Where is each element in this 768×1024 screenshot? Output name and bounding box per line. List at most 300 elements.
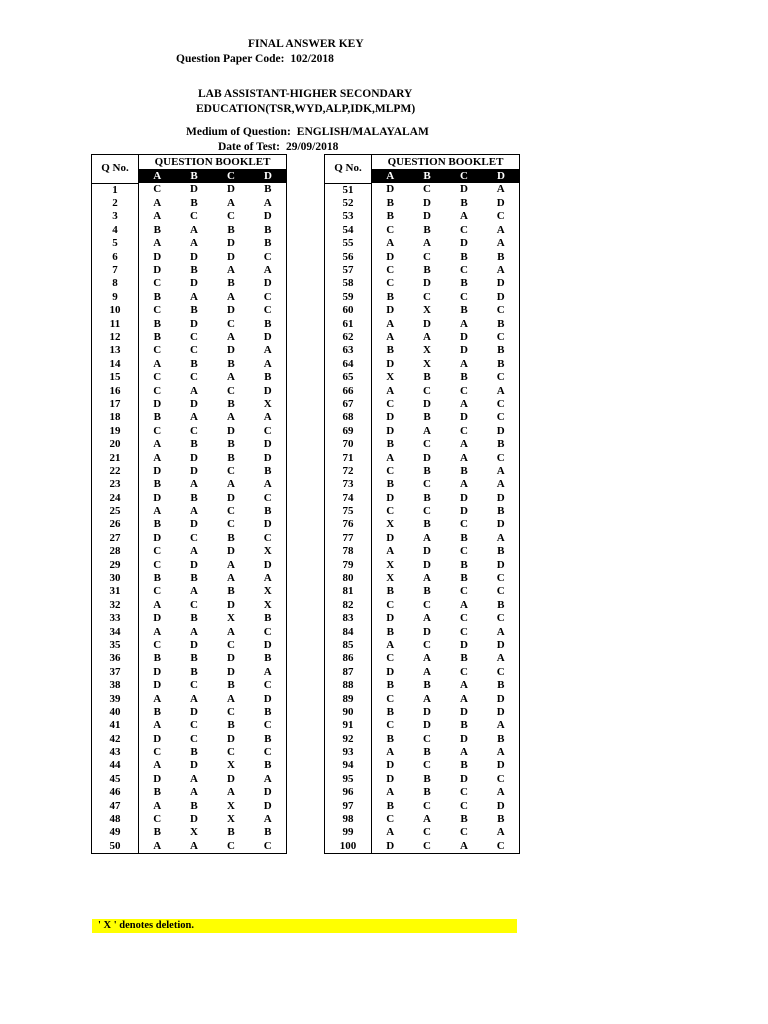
answer-set-a: A <box>153 237 162 250</box>
question-number: 94 <box>325 759 372 772</box>
answer-set-a: C <box>153 638 162 651</box>
answer-set-d: B <box>483 679 520 692</box>
answer-set-c: D <box>460 411 468 424</box>
answer-set-a: B <box>386 438 394 451</box>
answer-set-a: C <box>386 464 395 477</box>
answer-set-b: X <box>190 826 198 839</box>
answer-set-c: B <box>227 223 235 236</box>
answer-set-d: X <box>250 545 287 558</box>
answer-set-d: C <box>250 491 287 504</box>
answer-set-b: B <box>190 612 198 625</box>
table-row <box>92 183 287 197</box>
answer-set-a: A <box>153 625 162 638</box>
answer-set-d: D <box>250 451 287 464</box>
question-number: 88 <box>325 679 372 692</box>
answer-set-d: D <box>483 799 520 812</box>
answer-set-b: D <box>423 545 431 558</box>
answer-set-c: A <box>460 357 468 370</box>
answer-set-b: B <box>423 264 431 277</box>
table-row <box>92 250 287 263</box>
answer-set-b: D <box>423 397 431 410</box>
answer-set-a: A <box>153 799 162 812</box>
answer-set-d: C <box>250 291 287 304</box>
table-row <box>92 451 287 464</box>
answer-set-c: B <box>460 813 468 826</box>
answer-set-a: X <box>386 572 395 585</box>
answer-set-a: A <box>153 210 162 223</box>
answer-set-c: X <box>227 799 235 812</box>
table-row <box>325 250 520 263</box>
question-number: 40 <box>92 706 139 719</box>
question-number: 75 <box>325 505 372 518</box>
paper-code-line <box>176 53 334 65</box>
answer-set-d: D <box>483 291 520 304</box>
table-row <box>92 840 287 854</box>
table-row <box>92 625 287 638</box>
answer-set-a: D <box>386 531 395 544</box>
booklet-header: QUESTION BOOKLET <box>139 155 287 170</box>
table-row <box>325 733 520 746</box>
answer-set-d: X <box>250 599 287 612</box>
date-value: 29/09/2018 <box>285 141 339 153</box>
answer-set-b: C <box>423 290 431 303</box>
answer-set-b: A <box>176 840 213 854</box>
answer-set-c: D <box>460 183 468 196</box>
answer-set-c: A <box>460 679 468 692</box>
question-number: 28 <box>92 545 139 558</box>
answer-set-c: C <box>460 585 468 598</box>
table-row <box>325 652 520 665</box>
answer-set-b: X <box>423 344 431 357</box>
table-row <box>92 331 287 344</box>
answer-set-a: X <box>386 558 395 571</box>
answer-set-b: B <box>423 464 431 477</box>
answer-set-b: C <box>423 598 431 611</box>
table-row <box>325 625 520 638</box>
question-number: 64 <box>325 358 372 371</box>
answer-set-c: A <box>227 197 235 210</box>
question-number: 34 <box>92 625 139 638</box>
answer-set-a: C <box>386 598 395 611</box>
answer-set-b: A <box>423 531 431 544</box>
answer-set-b: X <box>423 357 431 370</box>
table-row <box>92 264 287 277</box>
table-row <box>325 545 520 558</box>
answer-set-d: B <box>483 438 520 451</box>
answer-set-b: A <box>190 625 198 638</box>
exam-name-line2: EDUCATION(TSR,WYD,ALP,IDK,MLPM) <box>196 103 416 115</box>
table-row <box>325 317 520 330</box>
answer-set-b: D <box>190 558 198 571</box>
answer-set-b: D <box>190 759 198 772</box>
answer-set-b: D <box>423 277 431 290</box>
answer-set-a: C <box>386 652 395 665</box>
answer-set-a: B <box>153 786 161 799</box>
answer-set-a: D <box>386 772 395 785</box>
answer-set-a: D <box>386 250 395 263</box>
answer-set-a: B <box>386 585 394 598</box>
answer-set-a: D <box>153 732 162 745</box>
set-header-a: A <box>139 169 176 183</box>
question-number: 18 <box>92 411 139 424</box>
answer-set-d: A <box>250 197 287 210</box>
question-number: 57 <box>325 264 372 277</box>
answer-set-d: B <box>250 183 287 197</box>
answer-set-b: A <box>190 223 198 236</box>
answer-set-b: D <box>190 277 198 290</box>
table-row <box>92 425 287 438</box>
table-row <box>92 652 287 665</box>
answer-set-b: C <box>423 384 431 397</box>
answer-set-a: A <box>386 638 395 651</box>
answer-set-a: A <box>386 330 395 343</box>
question-number: 77 <box>325 532 372 545</box>
answer-set-d: C <box>250 840 287 854</box>
answer-set-d: C <box>483 612 520 625</box>
table-row <box>325 826 520 839</box>
answer-set-a: B <box>386 478 394 491</box>
question-number: 90 <box>325 706 372 719</box>
answer-set-d: A <box>250 666 287 679</box>
answer-set-d: A <box>483 625 520 638</box>
question-number: 83 <box>325 612 372 625</box>
answer-set-c: D <box>460 237 468 250</box>
question-number: 91 <box>325 719 372 732</box>
answer-set-b: A <box>423 612 431 625</box>
question-number: 72 <box>325 465 372 478</box>
answer-set-d: B <box>483 358 520 371</box>
answer-set-c: C <box>227 518 235 531</box>
answer-set-b: A <box>423 572 431 585</box>
answer-set-b: D <box>190 464 198 477</box>
answer-set-b: C <box>423 250 431 263</box>
answer-set-c: C <box>460 290 468 303</box>
answer-set-b: B <box>423 223 431 236</box>
answer-set-b: B <box>423 679 431 692</box>
answer-set-d: A <box>483 183 520 197</box>
answer-set-a: B <box>153 826 161 839</box>
answer-set-c: C <box>460 424 468 437</box>
answer-set-b: D <box>190 317 198 330</box>
answer-set-d: B <box>483 344 520 357</box>
answer-set-a: B <box>386 344 394 357</box>
question-number: 86 <box>325 652 372 665</box>
answer-set-b: A <box>190 478 198 491</box>
answer-set-b: A <box>190 786 198 799</box>
answer-set-d: A <box>483 746 520 759</box>
question-number: 14 <box>92 358 139 371</box>
answer-set-b: D <box>423 451 431 464</box>
answer-set-b: A <box>423 652 431 665</box>
answer-set-d: B <box>250 505 287 518</box>
question-number: 20 <box>92 438 139 451</box>
question-number: 19 <box>92 425 139 438</box>
table-row <box>325 491 520 504</box>
question-number: 85 <box>325 639 372 652</box>
qno-header: Q No. <box>92 155 139 184</box>
answer-set-c: B <box>227 719 235 732</box>
table-row <box>325 438 520 451</box>
answer-set-b: C <box>423 759 431 772</box>
answer-set-c: B <box>460 304 468 317</box>
answer-set-d: C <box>483 331 520 344</box>
answer-set-a: D <box>386 665 395 678</box>
answer-set-b: A <box>423 237 431 250</box>
question-number: 65 <box>325 371 372 384</box>
question-number: 55 <box>325 237 372 250</box>
answer-set-a: D <box>372 840 409 854</box>
answer-set-b: A <box>190 772 198 785</box>
answer-set-b: C <box>409 840 446 854</box>
table-row <box>92 799 287 812</box>
question-number: 71 <box>325 451 372 464</box>
answer-set-a: C <box>386 505 395 518</box>
question-number: 44 <box>92 759 139 772</box>
answer-set-a: B <box>386 705 394 718</box>
answer-set-d: A <box>483 384 520 397</box>
answer-set-c: A <box>460 598 468 611</box>
table-row <box>92 358 287 371</box>
answer-set-a: C <box>386 264 395 277</box>
question-number: 13 <box>92 344 139 357</box>
paper-code-label: Question Paper Code: <box>176 53 285 65</box>
answer-set-c: B <box>227 585 235 598</box>
answer-set-b: B <box>190 438 198 451</box>
answer-set-a: A <box>386 451 395 464</box>
answer-set-d: D <box>250 277 287 290</box>
answer-set-a: C <box>153 304 162 317</box>
question-number: 74 <box>325 491 372 504</box>
table-row <box>325 799 520 812</box>
answer-set-c: B <box>460 197 468 210</box>
table-row <box>325 398 520 411</box>
answer-set-c: C <box>460 545 468 558</box>
answer-set-a: D <box>386 357 395 370</box>
answer-set-a: D <box>153 772 162 785</box>
answer-set-d: B <box>483 505 520 518</box>
answer-set-d: A <box>250 572 287 585</box>
answer-set-b: D <box>190 705 198 718</box>
table-row <box>325 719 520 732</box>
question-number: 69 <box>325 425 372 438</box>
table-row <box>92 773 287 786</box>
answer-set-b: D <box>423 719 431 732</box>
answer-set-d: A <box>483 478 520 491</box>
answer-set-a: D <box>386 759 395 772</box>
answer-set-d: C <box>483 840 520 854</box>
answer-set-b: C <box>423 183 431 196</box>
answer-set-a: A <box>153 505 162 518</box>
answer-set-d: A <box>250 411 287 424</box>
question-number: 66 <box>325 384 372 397</box>
answer-set-c: D <box>460 344 468 357</box>
question-number: 8 <box>92 277 139 290</box>
table-row <box>92 679 287 692</box>
answer-set-a: D <box>153 491 162 504</box>
table-row <box>325 505 520 518</box>
question-number: 51 <box>325 183 372 197</box>
table-row <box>92 585 287 598</box>
answer-set-c: A <box>227 330 235 343</box>
answer-set-c: C <box>227 210 235 223</box>
answer-set-a: C <box>153 384 162 397</box>
answer-set-b: C <box>423 438 431 451</box>
table-row <box>92 505 287 518</box>
table-row <box>92 398 287 411</box>
answer-set-d: A <box>483 786 520 799</box>
answer-set-b: C <box>423 732 431 745</box>
answer-set-a: D <box>386 491 395 504</box>
paper-code-value: 102/2018 <box>290 53 334 65</box>
table-row <box>92 826 287 839</box>
answer-set-a: C <box>386 813 395 826</box>
answer-set-d: A <box>250 813 287 826</box>
question-number: 61 <box>325 317 372 330</box>
question-number: 2 <box>92 197 139 210</box>
question-number: 36 <box>92 652 139 665</box>
answer-set-c: B <box>460 719 468 732</box>
answer-set-d: A <box>483 264 520 277</box>
answer-set-b: D <box>190 183 198 196</box>
question-number: 38 <box>92 679 139 692</box>
answer-set-b: D <box>190 451 198 464</box>
answer-rows-left <box>92 183 287 854</box>
table-row <box>325 210 520 223</box>
answer-set-b: C <box>190 371 198 384</box>
answer-set-b: C <box>423 478 431 491</box>
question-number: 15 <box>92 371 139 384</box>
answer-set-b: C <box>190 531 198 544</box>
answer-set-c: A <box>460 397 468 410</box>
answer-set-a: B <box>153 572 161 585</box>
answer-set-d: C <box>483 304 520 317</box>
answer-set-b: B <box>190 665 198 678</box>
answer-set-c: D <box>227 183 235 196</box>
question-number: 31 <box>92 585 139 598</box>
answer-set-d: C <box>483 210 520 223</box>
answer-set-d: D <box>483 759 520 772</box>
answer-set-b: C <box>423 826 431 839</box>
answer-set-d: C <box>483 371 520 384</box>
answer-set-d: B <box>250 733 287 746</box>
answer-set-b: D <box>190 638 198 651</box>
answer-set-b: B <box>190 491 198 504</box>
answer-set-c: A <box>227 264 235 277</box>
answer-set-d: X <box>250 398 287 411</box>
table-row <box>325 237 520 250</box>
question-number: 21 <box>92 451 139 464</box>
answer-set-b: A <box>190 237 198 250</box>
question-number: 32 <box>92 599 139 612</box>
table-row <box>325 304 520 317</box>
answer-set-b: B <box>423 371 431 384</box>
answer-set-d: C <box>483 398 520 411</box>
question-number: 6 <box>92 250 139 263</box>
table-row <box>325 344 520 357</box>
answer-set-c: D <box>227 545 235 558</box>
question-number: 68 <box>325 411 372 424</box>
answer-set-a: C <box>386 692 395 705</box>
answer-set-a: C <box>153 371 162 384</box>
answer-set-b: D <box>190 518 198 531</box>
table-row <box>325 478 520 491</box>
answer-set-b: A <box>423 813 431 826</box>
answer-set-a: A <box>386 545 395 558</box>
answer-set-d: A <box>250 264 287 277</box>
set-header-a: A <box>372 169 409 183</box>
question-number: 24 <box>92 491 139 504</box>
answer-set-b: D <box>423 210 431 223</box>
answer-set-a: B <box>153 330 161 343</box>
answer-set-d: A <box>483 465 520 478</box>
table-row <box>92 411 287 424</box>
question-number: 92 <box>325 733 372 746</box>
table-row <box>325 759 520 772</box>
question-number: 41 <box>92 719 139 732</box>
answer-set-c: A <box>460 317 468 330</box>
table-row <box>92 317 287 330</box>
question-number: 67 <box>325 398 372 411</box>
question-number: 54 <box>325 224 372 237</box>
question-number: 4 <box>92 224 139 237</box>
answer-set-d: C <box>250 304 287 317</box>
answer-set-c: D <box>227 237 235 250</box>
answer-set-c: D <box>227 424 235 437</box>
answer-set-d: X <box>250 585 287 598</box>
answer-set-c: D <box>227 652 235 665</box>
medium-value: ENGLISH/MALAYALAM <box>296 126 429 138</box>
table-row <box>92 344 287 357</box>
answer-set-c: C <box>460 264 468 277</box>
table-row <box>92 666 287 679</box>
answer-set-d: C <box>483 666 520 679</box>
answer-set-b: B <box>190 197 198 210</box>
answer-set-a: B <box>153 478 161 491</box>
answer-set-c: D <box>460 330 468 343</box>
table-row <box>325 264 520 277</box>
question-number: 89 <box>325 692 372 705</box>
answer-set-b: A <box>190 545 198 558</box>
answer-table-right <box>324 154 520 854</box>
question-number: 95 <box>325 773 372 786</box>
question-number: 12 <box>92 331 139 344</box>
answer-set-d: A <box>250 478 287 491</box>
answer-set-a: X <box>386 518 395 531</box>
answer-set-d: B <box>483 813 520 826</box>
question-number: 96 <box>325 786 372 799</box>
question-number: 43 <box>92 746 139 759</box>
answer-set-c: B <box>227 679 235 692</box>
answer-set-a: B <box>386 625 394 638</box>
question-number: 10 <box>92 304 139 317</box>
answer-set-a: B <box>386 679 394 692</box>
answer-set-b: B <box>190 746 198 759</box>
answer-set-d: B <box>250 224 287 237</box>
table-row <box>92 572 287 585</box>
table-row <box>325 197 520 210</box>
table-row <box>325 518 520 531</box>
answer-set-a: B <box>386 210 394 223</box>
answer-set-d: D <box>483 491 520 504</box>
answer-set-b: B <box>423 585 431 598</box>
qno-header: Q No. <box>325 155 372 184</box>
answer-set-d: C <box>250 532 287 545</box>
answer-set-d: D <box>483 706 520 719</box>
answer-set-c: C <box>460 384 468 397</box>
question-number: 52 <box>325 197 372 210</box>
table-row <box>325 425 520 438</box>
question-number: 30 <box>92 572 139 585</box>
